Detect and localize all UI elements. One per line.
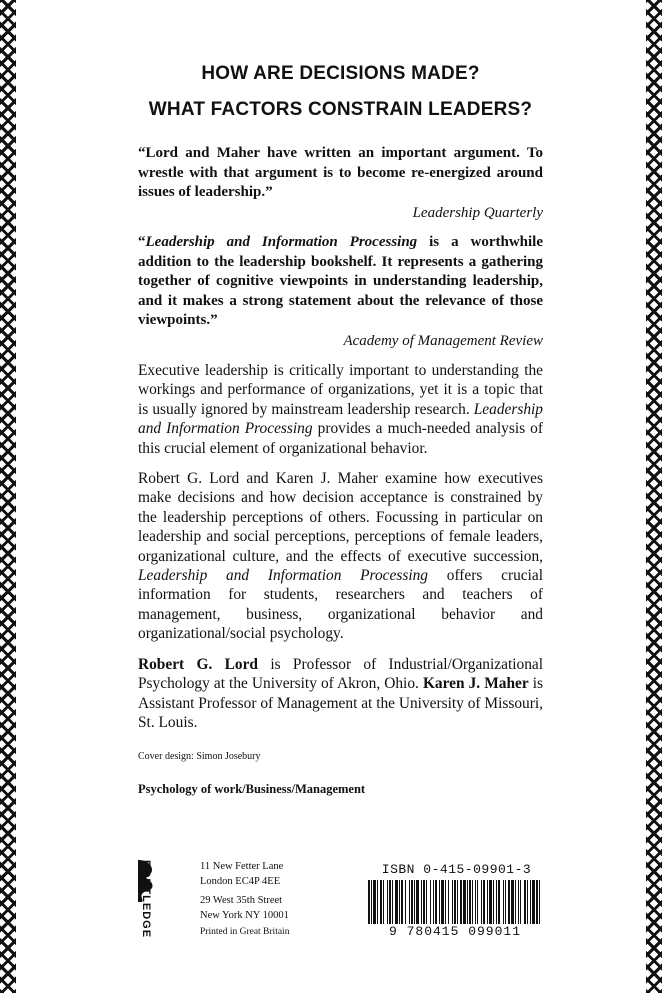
quote-2-source: Academy of Management Review bbox=[343, 332, 543, 349]
para-1-book-title: Leadership and Information Processing bbox=[138, 400, 543, 438]
quote-2-body: is a worthwhile addition to the leadership bookshelf. It represents a gathering together of cognitive viewpoints in understanding leadership, and it makes a strong statement about the relevance of those viewpoints.” bbox=[138, 234, 543, 328]
heading-line-2: WHAT FACTORS CONSTRAIN LEADERS? bbox=[148, 99, 533, 120]
heading-line-1: HOW ARE DECISIONS MADE? bbox=[201, 63, 480, 84]
quote-1-text: “Lord and Maher have written an important argument. To wrestle with that argument is to become re-energized around issues of leadership.” bbox=[138, 145, 543, 200]
quote-2-book-title: Leadership and Information Processing bbox=[145, 234, 418, 250]
quote-1-source: Leadership Quarterly bbox=[412, 204, 543, 221]
cover-design-credit: Cover design: Simon Josebury bbox=[138, 751, 261, 763]
address-1-line-1: 11 New Fetter Lane bbox=[200, 861, 284, 872]
review-quote-2 bbox=[138, 233, 543, 351]
address-2-line-2: New York NY 10001 bbox=[200, 910, 289, 921]
isbn-label: ISBN 0-415-09901-3 bbox=[381, 862, 532, 877]
para-1-text-a: Executive leadership is critically important to understanding the workings and performance of organizations, yet it is a topic that is usually ignored by mainstream leadership research. bbox=[138, 362, 543, 418]
decorative-border-right bbox=[646, 0, 662, 993]
author-1-name: Robert G. Lord bbox=[138, 655, 258, 673]
subject-category: Psychology of work/Business/Management bbox=[138, 782, 366, 797]
author-2-bio: is Assistant Professor of Management at the University of Missouri, St. Louis. bbox=[138, 675, 544, 731]
author-1-bio: is Professor of Industrial/Organizational Psychology at the University of Akron, Ohio. bbox=[138, 655, 543, 693]
printed-in: Printed in Great Britain bbox=[200, 927, 290, 937]
author-2-name: Karen J. Maher bbox=[422, 675, 529, 693]
back-cover-content bbox=[138, 62, 543, 797]
publisher-address bbox=[200, 859, 289, 940]
para-2-text-b: offers crucial information for students, researchers and teachers of management, business, organizational behavior and organizational/social psychology. bbox=[138, 567, 543, 643]
quote-2-open: “ bbox=[138, 234, 146, 250]
routledge-logo-text: ROUTLEDGE bbox=[140, 860, 152, 939]
para-1-text-b: provides a much-needed analysis of this crucial element of organizational behavior. bbox=[138, 420, 543, 457]
quote-2-text bbox=[138, 233, 543, 331]
review-quote-1 bbox=[138, 144, 543, 223]
description-paragraph-2 bbox=[138, 469, 543, 644]
para-2-text-a: Robert G. Lord and Karen J. Maher examine how executives make decisions and how decision acceptance is constrained by the leadership perceptions of others. Focussing in particular on leadership and social perceptions, perceptions of female leaders, organizational culture, and the effects of executive succession, bbox=[138, 470, 543, 565]
decorative-border-left bbox=[0, 0, 16, 993]
address-1-line-2: London EC4P 4EE bbox=[200, 876, 281, 887]
author-bio-paragraph bbox=[138, 655, 543, 733]
address-2-line-1: 29 West 35th Street bbox=[200, 895, 283, 906]
barcode-digits: 9 780415 099011 bbox=[366, 924, 544, 940]
description-paragraph-1 bbox=[138, 361, 543, 458]
para-2-book-title: Leadership and Information Processing bbox=[138, 567, 428, 585]
